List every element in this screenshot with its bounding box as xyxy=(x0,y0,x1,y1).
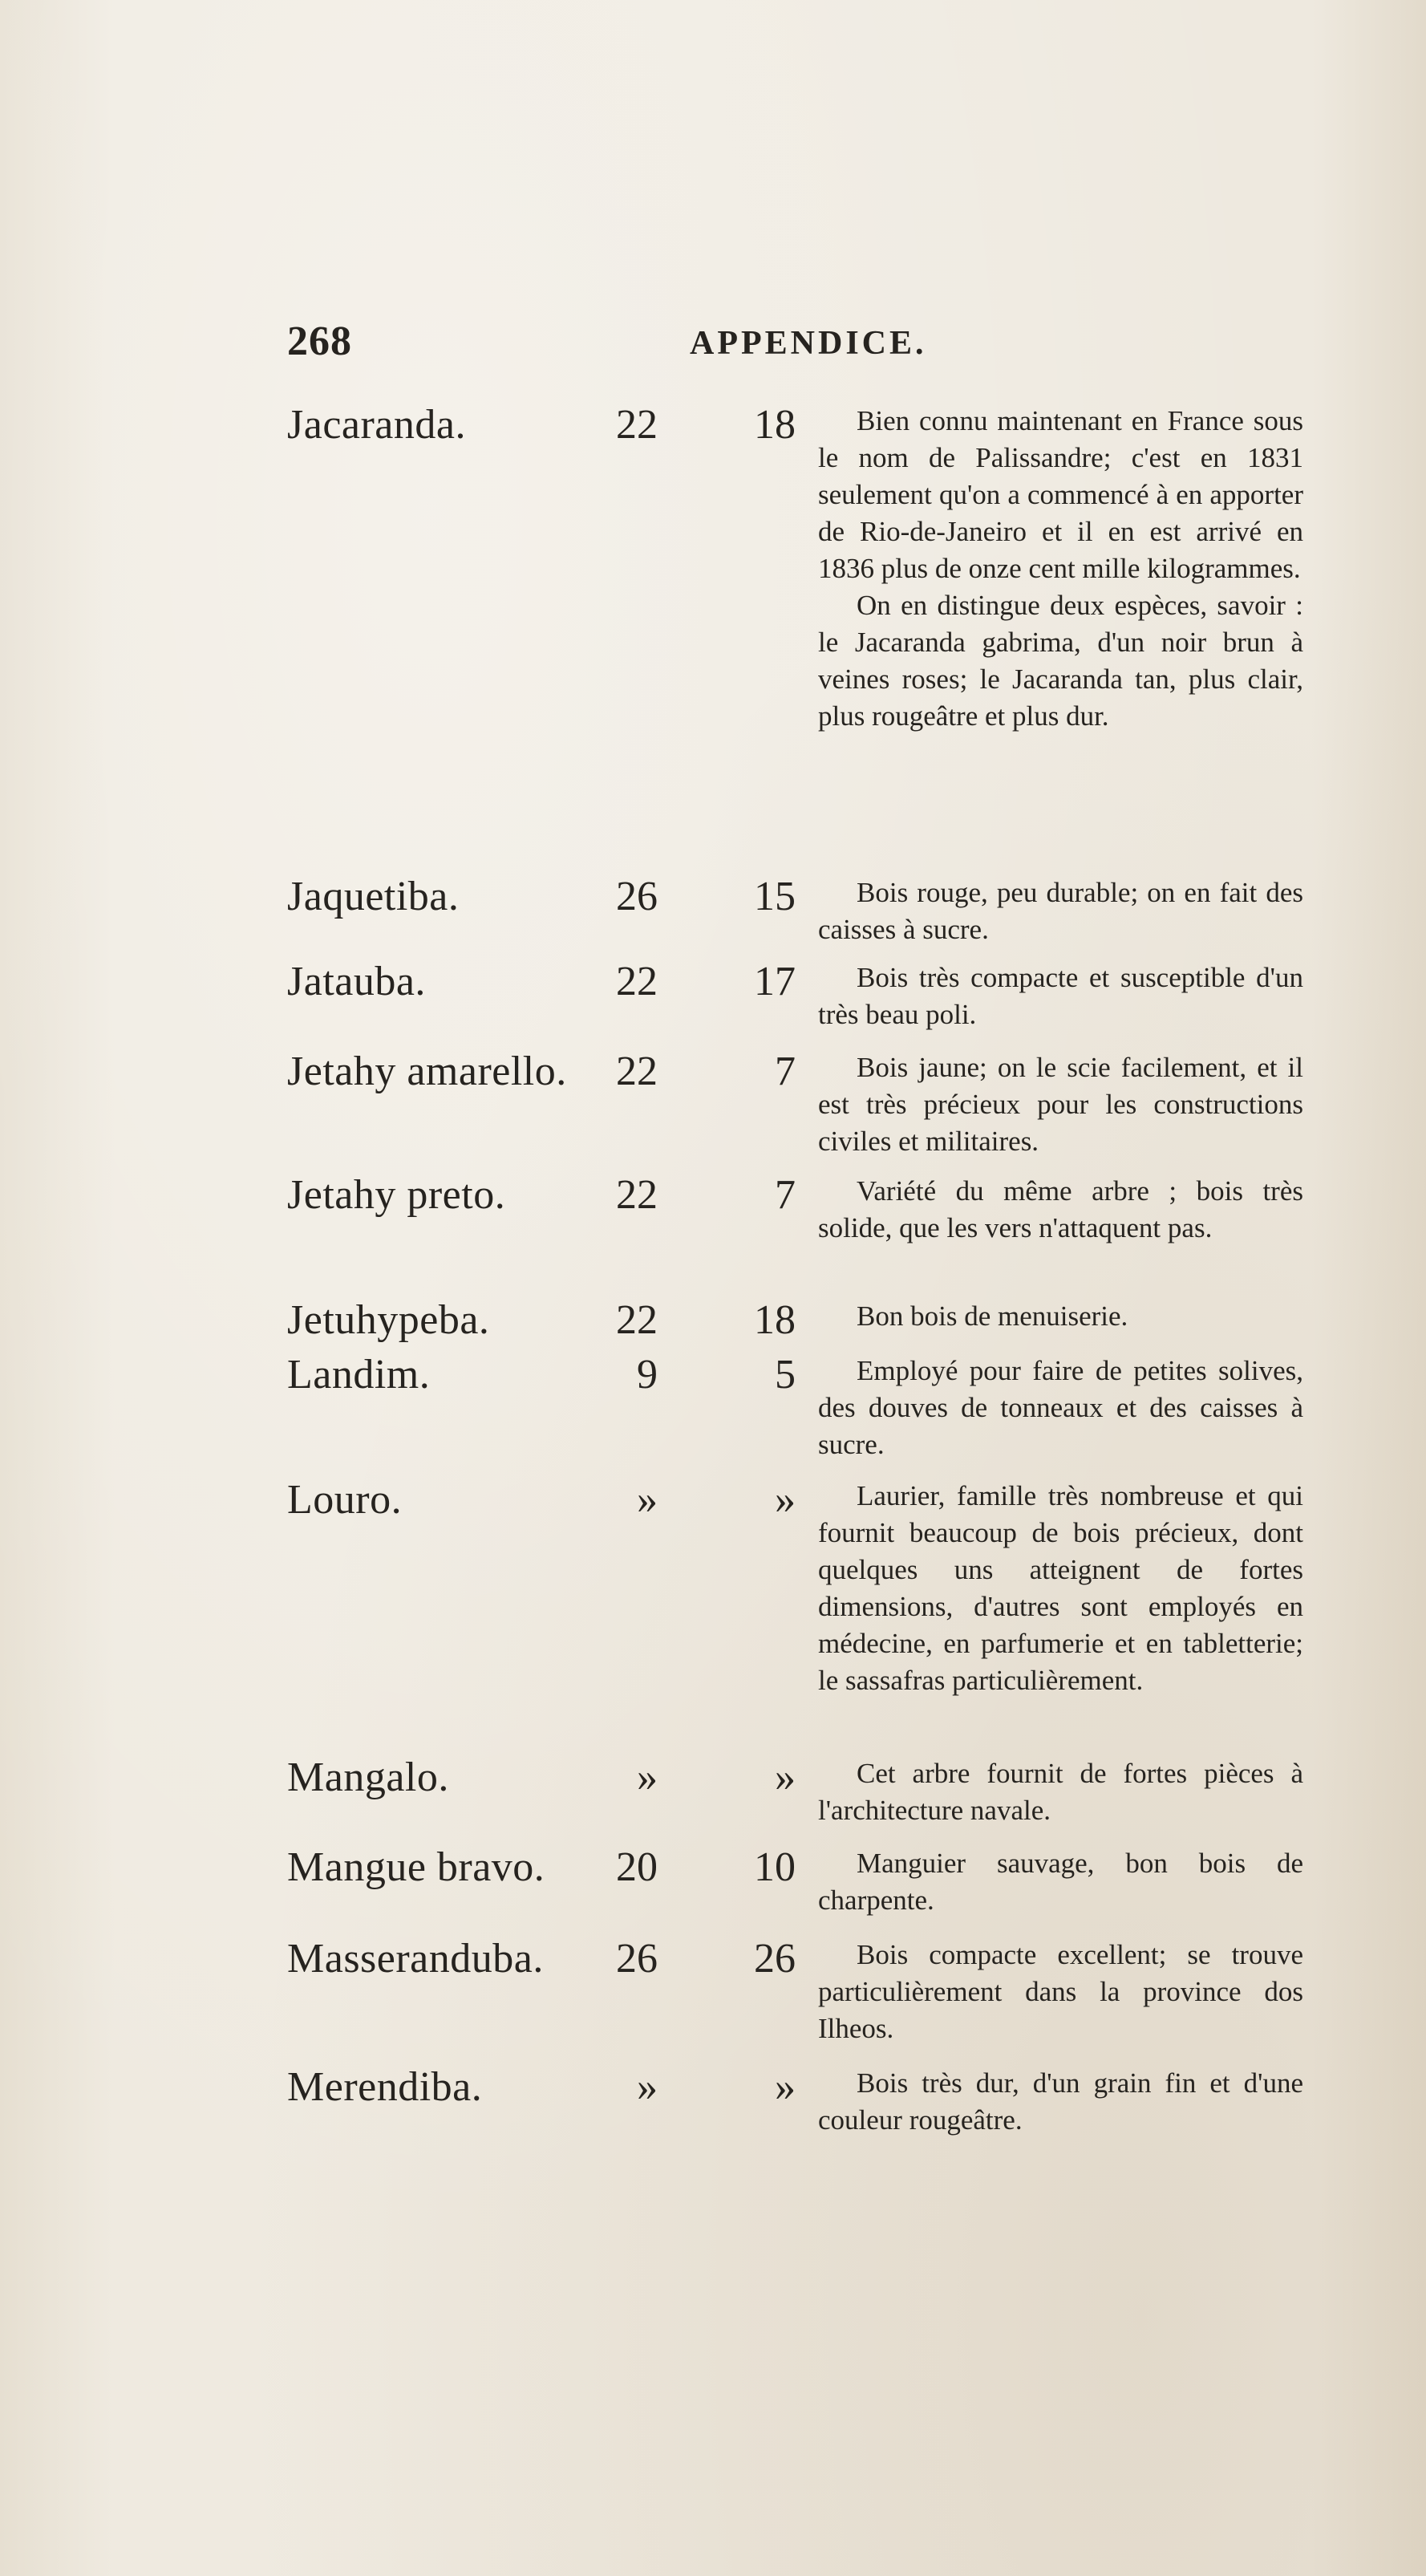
description-paragraph-2: On en distingue deux espèces, savoir : le Jacaranda gabrima, d'un noir brun à veines roses; le Jacaranda tan, plus clair, plus rougeâtre et plus dur. xyxy=(818,590,1303,732)
value-col-1: 22 xyxy=(616,1172,658,1218)
wood-name: Jaquetiba. xyxy=(287,874,460,919)
running-head: APPENDICE. xyxy=(690,325,927,362)
value-col-2: » xyxy=(775,1755,796,1800)
wood-name: Masseranduba. xyxy=(287,1936,544,1982)
wood-description: Employé pour faire de petites solives, des douves de tonneaux et des caisses à sucre. xyxy=(818,1355,1303,1460)
value-col-1: » xyxy=(637,1755,658,1800)
wood-description: Manguier sauvage, bon bois de charpente. xyxy=(818,1848,1303,1916)
wood-description: Variété du même arbre ; bois très solide, que les vers n'attaquent pas. xyxy=(818,1175,1303,1243)
value-col-2: 7 xyxy=(775,1049,796,1094)
wood-name: Landim. xyxy=(287,1352,431,1398)
value-col-2: » xyxy=(775,2064,796,2110)
value-col-2: 7 xyxy=(775,1172,796,1218)
value-col-2: 15 xyxy=(754,874,796,919)
value-col-1: 26 xyxy=(616,874,658,919)
wood-description xyxy=(818,403,1303,735)
value-col-1: 26 xyxy=(616,1936,658,1982)
wood-name: Jetahy amarello. xyxy=(287,1049,567,1094)
value-col-1: 22 xyxy=(616,402,658,448)
wood-description: Bois très compacte et susceptible d'un très beau poli. xyxy=(818,962,1303,1030)
value-col-2: 17 xyxy=(754,959,796,1004)
value-col-2: 26 xyxy=(754,1936,796,1982)
wood-description: Laurier, famille très nombreuse et qui fournit beaucoup de bois précieux, dont quelques uns atteignent de fortes dimensions, d'autres sont employés en médecine, en parfumerie et en tabletterie; le sassafras particulièrement. xyxy=(818,1480,1303,1696)
value-col-1: 9 xyxy=(637,1352,658,1398)
value-col-2: » xyxy=(775,1477,796,1523)
wood-description: Cet arbre fournit de fortes pièces à l'architecture navale. xyxy=(818,1758,1303,1826)
value-col-1: 22 xyxy=(616,1049,658,1094)
wood-description: Bois compacte excellent; se trouve particulièrement dans la province dos Ilheos. xyxy=(818,1939,1303,2044)
wood-name: Mangue bravo. xyxy=(287,1844,545,1890)
wood-name: Mangalo. xyxy=(287,1755,449,1800)
wood-name: Merendiba. xyxy=(287,2064,483,2110)
wood-description: Bois jaune; on le scie facilement, et il est très précieux pour les constructions civiles et militaires. xyxy=(818,1052,1303,1157)
value-col-1: » xyxy=(637,1477,658,1523)
wood-description: Bon bois de menuiserie. xyxy=(857,1300,1128,1332)
wood-description: Bois très dur, d'un grain fin et d'une couleur rougeâtre. xyxy=(818,2067,1303,2136)
value-col-1: 22 xyxy=(616,959,658,1004)
value-col-2: 18 xyxy=(754,402,796,448)
description-paragraph: Bien connu maintenant en France sous le nom de Palissandre; c'est en 1831 seulement qu'on a commencé à en apporter de Rio-de-Janeiro et il en est arrivé en 1836 plus de onze cent mille kilogrammes. xyxy=(818,405,1303,584)
value-col-1: » xyxy=(637,2064,658,2110)
wood-name: Jetahy preto. xyxy=(287,1172,506,1218)
value-col-1: 22 xyxy=(616,1297,658,1343)
wood-name: Jetuhypeba. xyxy=(287,1297,490,1343)
wood-name: Jatauba. xyxy=(287,959,426,1004)
wood-name: Louro. xyxy=(287,1477,403,1523)
value-col-2: 18 xyxy=(754,1297,796,1343)
page-number: 268 xyxy=(287,318,352,364)
value-col-2: 10 xyxy=(754,1844,796,1890)
value-col-1: 20 xyxy=(616,1844,658,1890)
wood-name: Jacaranda. xyxy=(287,402,466,448)
wood-description: Bois rouge, peu durable; on en fait des caisses à sucre. xyxy=(818,877,1303,945)
value-col-2: 5 xyxy=(775,1352,796,1398)
